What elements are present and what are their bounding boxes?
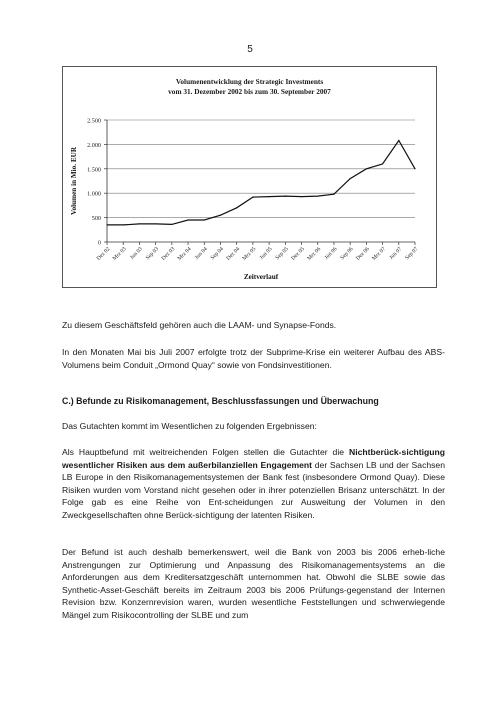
y-tick-label: 1.000 [87,190,101,198]
chart-frame [62,66,437,288]
x-tick-label: Mrz 04 [176,246,193,262]
series-line [107,141,415,225]
x-tick-label: Jun 06 [323,246,339,261]
paragraph-4-start: Als Hauptbefund mit weitreichenden Folgen stellen die Gutachter die [62,447,350,457]
x-tick-label: Mrz 03 [111,246,128,262]
data-point [366,168,367,169]
data-point [252,197,253,198]
x-tick-label: Dez 06 [355,246,371,262]
y-tick-label: 2.500 [87,117,101,125]
data-point [123,224,124,225]
x-tick-label: Sep 03 [144,246,161,262]
section-heading: C.) Befunde zu Risikomanagement, Beschlussfassungen und Überwachung [62,396,379,406]
paragraph-5: Der Befund ist auch deshalb bemerkenswert, weil die Bank von 2003 bis 2006 erheb-liche Anstrengungen zur Optimierung und Anpassung des Risikomanagementsystems an die Anforderungen aus dem Kreditersatzgeschäft unternommen hat. Obwohl die SLBE sowie das Synthetic-Asset-Geschäft bereits im Zeitraum 2003 bis 2006 Prüfungs-gegenstand der Internen Revision bzw. Konzernrevision waren, wurden wesentliche Feststellungen und schwerwiegende Mängel zum Risikocontrolling der SLBE und zum [62,547,445,620]
data-point [350,178,351,179]
x-axis-label: Zeitverlauf [243,273,279,281]
paragraph-4-emphasis: Nichtberück-sichtigung wesentlicher Risiken aus dem außerbilanziellen Engagement [62,447,445,470]
data-point [269,196,270,197]
data-point [220,215,221,216]
paragraph-2: In den Monaten Mai bis Juli 2007 erfolgte trotz der Subprime-Krise ein weiterer Aufbau des ABS-Volumens beim Conduit „Ormond Quay“ sowie von Fondsinvestitionen. [62,347,445,370]
data-point [414,168,415,169]
data-point [317,196,318,197]
chart-title: Volumenentwicklung der Strategic Investments [175,77,324,86]
x-tick-label: Dez 04 [225,246,242,262]
x-tick-label: Sep 06 [339,246,355,262]
paragraph-1: Zu diesem Geschäftsfeld gehören auch die LAAM- und Synapse-Fonds. [62,320,337,330]
chart-subtitle: vom 31. Dezember 2002 bis zum 30. September 2007 [168,87,331,96]
x-tick-label: Jun 04 [193,246,209,261]
x-tick-label: Dez 02 [95,246,112,262]
paragraph-3: Das Gutachten kommt im Wesentlichen zu folgenden Ergebnissen: [62,421,317,431]
page-number: 5 [247,44,253,55]
data-point [398,140,399,141]
x-tick-label: Jun 07 [388,246,404,261]
data-point [139,223,140,224]
data-point [155,223,156,224]
data-point [382,163,383,164]
y-axis-label: Volumen in Mio. EUR [70,146,78,216]
data-point [236,207,237,208]
y-tick-label: 1.500 [87,166,101,174]
x-tick-label: Dez 03 [160,246,177,262]
paragraph-4-end: der Sachsen LB und der Sachsen LB Europe in den Risikomanagementsystemen der Bank fest (insbesondere Ormond Quay). Diese Risiken wurden vom Vorstand nicht gesehen oder in ihrer potenziellen Brisanz unterschätzt. In der Folge gab es eine Reihe von Ent-scheidungen zur Ausweitung der Volumen in den Zweckgesellschaften ohne Berück-sichtigung der latenten Risiken. [62,459,445,520]
x-tick-label: Sep 05 [274,246,290,262]
data-point [187,219,188,220]
x-tick-label: Sep 07 [404,246,420,262]
x-tick-label: Dez 05 [290,246,306,262]
y-tick-label: 500 [91,215,101,223]
x-tick-label: Mrz 05 [241,246,258,262]
line-chart [63,67,436,287]
y-tick-label: 2.000 [87,141,101,149]
data-point [204,219,205,220]
x-tick-label: Mrz 06 [306,246,323,262]
x-tick-label: Jun 03 [129,246,144,261]
data-point [106,224,107,225]
data-point [285,196,286,197]
data-point [171,224,172,225]
x-tick-label: Jun 05 [258,246,274,261]
data-point [301,196,302,197]
data-point [333,194,334,195]
y-tick-label: 0 [97,239,101,247]
x-tick-label: Sep 04 [209,246,225,262]
paragraph-4 [62,446,445,522]
x-tick-label: Mrz 07 [371,246,387,262]
